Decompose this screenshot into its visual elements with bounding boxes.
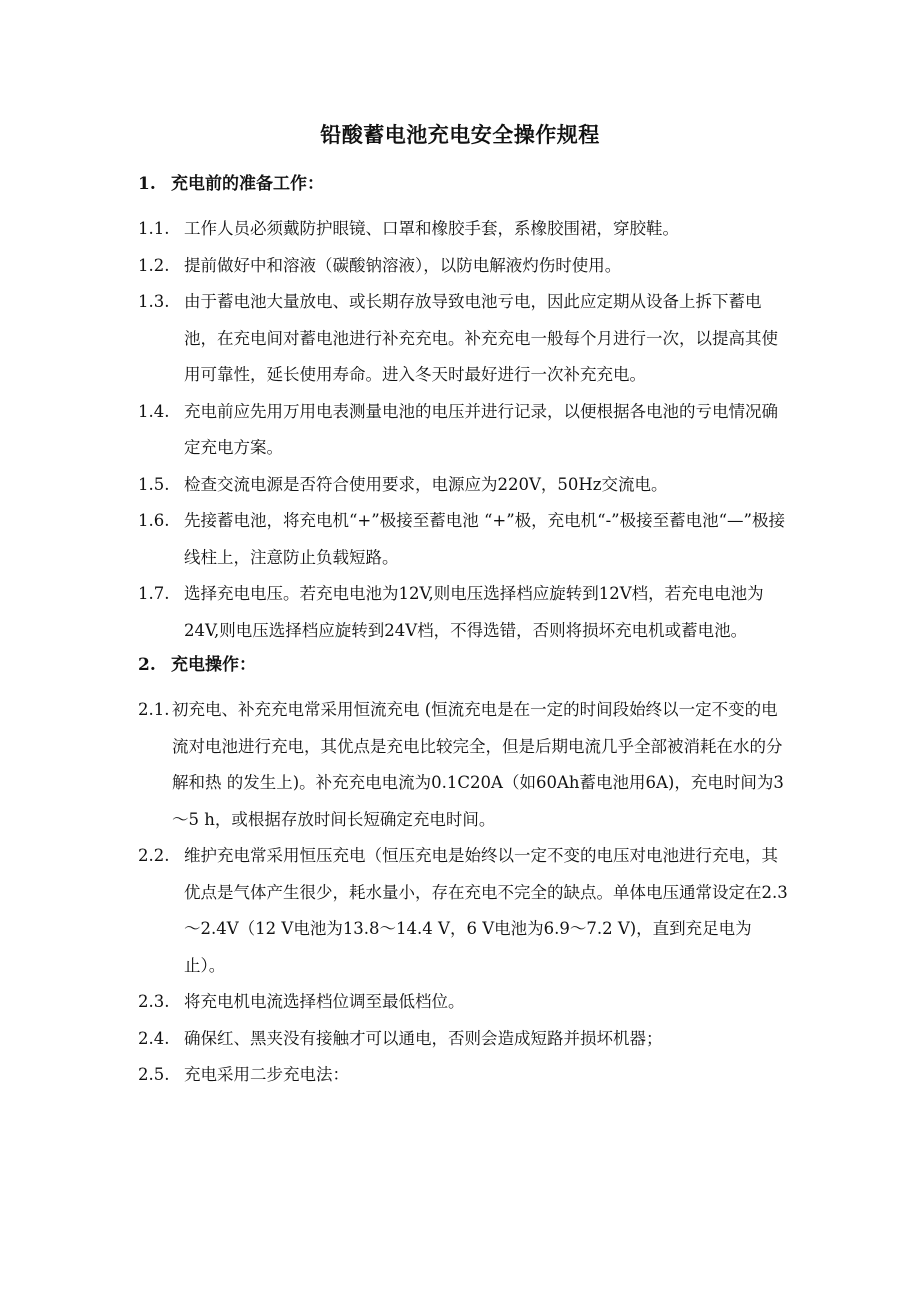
section-heading [138,653,788,677]
item-number: 1.2. [138,255,170,275]
list-item [138,248,788,285]
section-heading [138,172,788,196]
item-text: 工作人员必须戴防护眼镜、口罩和橡胶手套，系橡胶围裙，穿胶鞋。 [184,219,679,238]
item-number: 1.5. [138,474,170,494]
item-number: 1.7. [138,584,170,603]
list-item [138,467,788,504]
list-item [138,838,788,984]
section-heading-text: 充电操作： [171,655,256,675]
item-text: 提前做好中和溶液（碳酸钠溶液），以防电解液灼伤时使用。 [184,255,622,275]
page-title: 铅酸蓄电池充电安全操作规程 [320,122,600,147]
list-item [138,503,788,576]
list-item [138,1057,788,1094]
item-number: 2.2. [138,846,170,865]
item-text: 将充电机电流选择档位调至最低档位。 [184,992,465,1011]
item-number: 2.1. [138,700,170,719]
item-text: 确保红、黑夹没有接触才可以通电，否则会造成短路并损坏机器； [184,1028,663,1048]
section-number: 2. [138,655,156,675]
list-item [138,984,788,1021]
item-number: 1.3. [138,292,170,311]
item-text: 充电采用二步充电法： [184,1065,349,1084]
item-number: 2.4. [138,1028,170,1048]
item-text: 检查交流电源是否符合使用要求，电源应为220V，50Hz交流电。 [184,474,668,494]
list-item [138,211,788,248]
section-heading-text: 充电前的准备工作： [171,174,324,194]
list-item [138,576,788,649]
item-text: 选择充电电压。若充电电池为12V,则电压选择档应旋转到12V档，若充电电池为24V,则电压选择档应旋转到24V档，不得选错，否则将损坏充电机或蓄电池。 [184,584,764,640]
list-item [138,692,788,838]
item-text: 维护充电常采用恒压充电（恒压充电是始终以一定不变的电压对电池进行充电，其优点是气体产生很少，耗水量小，存在充电不完全的缺点。单体电压通常设定在2.3～2.4V（12 V电池为13.8～14.4 V，6 V电池为6.9～7.2 V)，直到充足电为止）。 [184,846,788,975]
item-number: 1.6. [138,511,170,530]
item-text: 初充电、补充充电常采用恒流充电 (恒流充电是在一定的时间段始终以一定不变的电流对电池进行充电，其优点是充电比较完全，但是后期电流几乎全部被消耗在水的分解和热 的发生上)。补充充电电流为0.1C20A（如60Ah蓄电池用6A)，充电时间为3～5 h，或根据存放时间长短确定充电时间。 [172,700,784,829]
item-number: 1.4. [138,401,170,421]
item-number: 1.1. [138,219,170,238]
section-number: 1. [138,174,156,194]
list-item [138,394,788,467]
item-text: 充电前应先用万用电表测量电池的电压并进行记录，以便根据各电池的亏电情况确定充电方案。 [184,401,778,457]
item-text: 由于蓄电池大量放电、或长期存放导致电池亏电，因此应定期从设备上拆下蓄电池，在充电间对蓄电池进行补充充电。补充充电一般每个月进行一次，以提高其使用可靠性，延长使用寿命。进入冬天时最好进行一次补充充电。 [184,292,778,384]
list-item [138,1021,788,1058]
item-number: 2.3. [138,992,170,1011]
item-text: 先接蓄电池，将充电机“+”极接至蓄电池 “+”极，充电机“-”极接至蓄电池“—”极接线柱上，注意防止负载短路。 [184,511,785,567]
item-number: 2.5. [138,1065,170,1084]
list-item [138,284,788,394]
document-body [138,172,788,1094]
